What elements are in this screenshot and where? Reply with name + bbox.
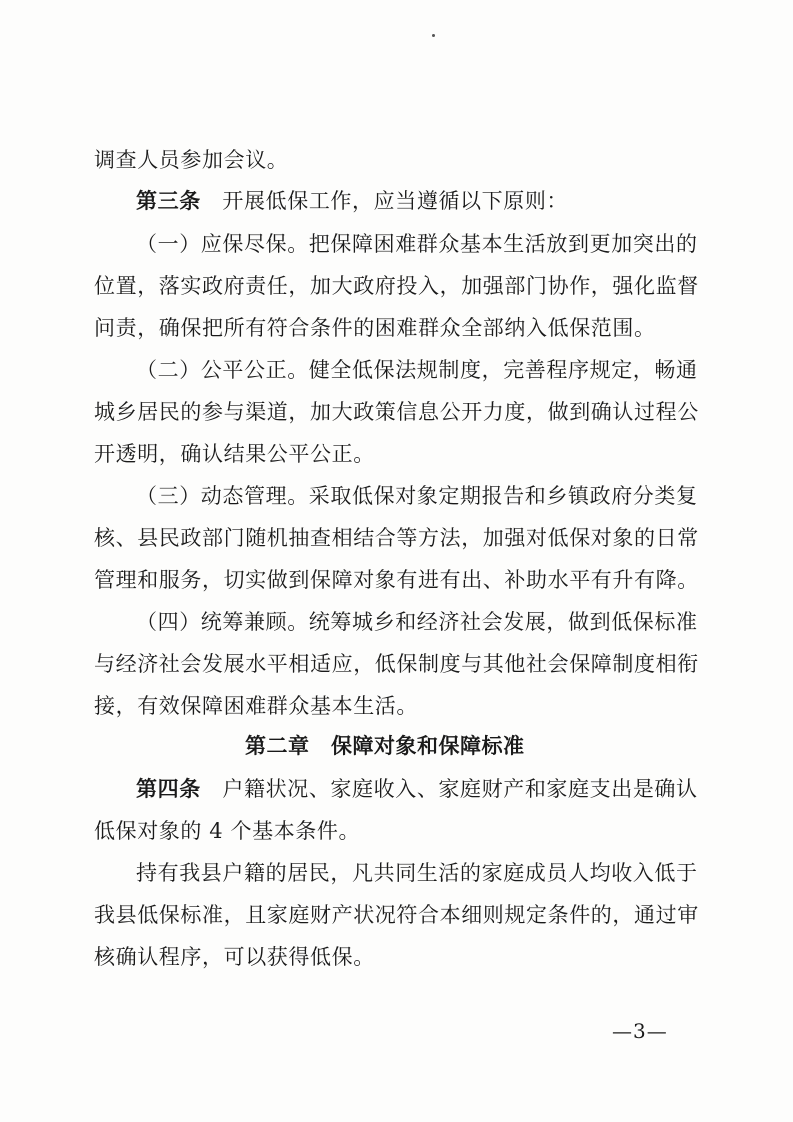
scan-speck bbox=[432, 34, 435, 37]
text-line: 接，有效保障困难群众基本生活。 bbox=[94, 694, 418, 718]
text-line: 城乡居民的参与渠道，加大政策信息公开力度，做到确认过程公 bbox=[94, 400, 699, 424]
text-line: 调查人员参加会议。 bbox=[94, 148, 289, 172]
text-line: 核确认程序，可以获得低保。 bbox=[94, 945, 375, 969]
page-number: —3— bbox=[612, 1019, 668, 1043]
text-line: 持有我县户籍的居民，凡共同生活的家庭成员人均收入低于 bbox=[136, 861, 698, 885]
article-4-line bbox=[136, 775, 756, 803]
text-line: 位置，落实政府责任，加大政府投入，加强部门协作，强化监督 bbox=[94, 274, 699, 298]
text-line: 我县低保标准，且家庭财产状况符合本细则规定条件的，通过审 bbox=[94, 903, 699, 927]
text-line: 问责，确保把所有符合条件的困难群众全部纳入低保范围。 bbox=[94, 316, 656, 340]
text-line: 核、县民政部门随机抽查相结合等方法，加强对低保对象的日常 bbox=[94, 526, 699, 550]
text-line: 开透明，确认结果公平公正。 bbox=[94, 442, 375, 466]
text-line: （一）应保尽保。把保障困难群众基本生活放到更加突出的 bbox=[136, 232, 698, 256]
article-3-label: 第三条 bbox=[136, 189, 201, 213]
article-4-label: 第四条 bbox=[136, 777, 201, 801]
text-line: 管理和服务，切实做到保障对象有进有出、补助水平有升有降。 bbox=[94, 568, 699, 592]
text-line: 与经济社会发展水平相适应，低保制度与其他社会保障制度相衔 bbox=[94, 652, 699, 676]
article-3-text: 开展低保工作，应当遵循以下原则： bbox=[222, 189, 569, 213]
text-line: 低保对象的 4 个基本条件。 bbox=[94, 819, 361, 843]
article-4-text: 户籍状况、家庭收入、家庭财产和家庭支出是确认 bbox=[222, 777, 698, 801]
text-line: （二）公平公正。健全低保法规制度，完善程序规定，畅通 bbox=[136, 358, 698, 382]
chapter-heading: 第二章 保障对象和保障标准 bbox=[245, 734, 525, 758]
text-line: （四）统筹兼顾。统筹城乡和经济社会发展，做到低保标准 bbox=[136, 610, 698, 634]
article-3-line bbox=[136, 187, 756, 215]
text-line: （三）动态管理。采取低保对象定期报告和乡镇政府分类复 bbox=[136, 484, 698, 508]
